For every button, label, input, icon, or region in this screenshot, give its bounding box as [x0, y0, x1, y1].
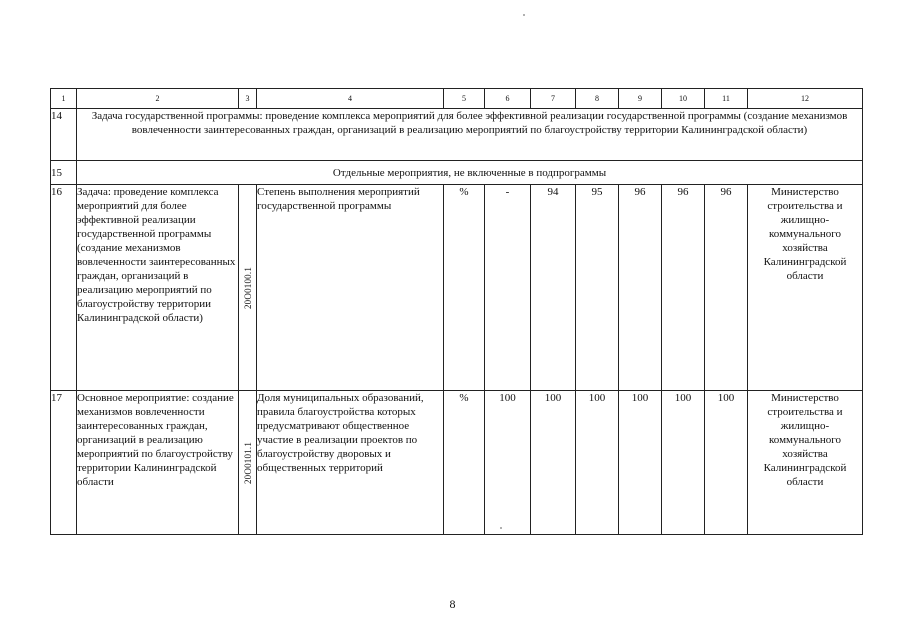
unit-cell: %	[444, 185, 485, 391]
responsible-organization: Министерство строительства и жилищно-коммунального хозяйства Калининградской области	[748, 391, 863, 535]
program-task-text: Задача государственной программы: проведение комплекса мероприятий для более эффективной реализации государственной программы (создание механизмов вовлеченности заинтересованных граждан, организаций в реализацию мероприятий по благоустройству территории Калининградской области)	[77, 109, 863, 161]
unit-cell: %	[444, 391, 485, 535]
value-cell: 96	[705, 185, 748, 391]
value-cell: 95	[576, 185, 619, 391]
value-cell: 96	[662, 185, 705, 391]
value-cell: 94	[531, 185, 576, 391]
row-number: 15	[51, 161, 77, 185]
budget-code-cell	[239, 391, 257, 535]
column-number: 7	[531, 89, 576, 109]
value-cell: 100	[619, 391, 662, 535]
column-number: 1	[51, 89, 77, 109]
table-row-16	[51, 185, 863, 391]
indicator-name: Степень выполнения мероприятий государственной программы	[257, 185, 444, 391]
column-number: 2	[77, 89, 239, 109]
row-number: 14	[51, 109, 77, 161]
budget-code-cell	[239, 185, 257, 391]
column-number: 9	[619, 89, 662, 109]
value-cell: 100	[662, 391, 705, 535]
value-cell: 100	[485, 391, 531, 535]
column-number: 5	[444, 89, 485, 109]
column-number-header-row	[51, 89, 863, 109]
value-cell: 100	[531, 391, 576, 535]
indicators-table	[50, 88, 863, 535]
indicator-name: Доля муниципальных образований, правила благоустройства которых предусматривают общественное участие в реализации проектов по благоустройству дворовых и общественных территорий	[257, 391, 444, 535]
section-heading: Отдельные мероприятия, не включенные в подпрограммы	[77, 161, 863, 185]
column-number: 10	[662, 89, 705, 109]
column-number: 12	[748, 89, 863, 109]
row-number: 16	[51, 185, 77, 391]
responsible-organization: Министерство строительства и жилищно-коммунального хозяйства Калининградской области	[748, 185, 863, 391]
task-description: Основное мероприятие: создание механизмов вовлеченности заинтересованных граждан, организаций в реализацию мероприятий по благоустройству территории Калининградской области	[77, 391, 239, 535]
column-number: 6	[485, 89, 531, 109]
table-row-17	[51, 391, 863, 535]
column-number: 8	[576, 89, 619, 109]
scan-speck	[500, 527, 502, 529]
value-cell: -	[485, 185, 531, 391]
column-number: 4	[257, 89, 444, 109]
page-number: 8	[449, 597, 456, 611]
table-row-15	[51, 161, 863, 185]
scan-speck	[523, 14, 525, 16]
row-number: 17	[51, 391, 77, 535]
task-description: Задача: проведение комплекса мероприятий для более эффективной реализации государственной программы (создание механизмов вовлеченности заинтересованных граждан, организаций в реализацию мероприятий по благоустройству территории Калининградской области)	[77, 185, 239, 391]
column-number: 3	[239, 89, 257, 109]
value-cell: 100	[705, 391, 748, 535]
budget-code: 20О0101.1	[242, 441, 253, 484]
budget-code: 20О0100.1	[242, 266, 253, 309]
value-cell: 96	[619, 185, 662, 391]
table-row-14	[51, 109, 863, 161]
value-cell: 100	[576, 391, 619, 535]
column-number: 11	[705, 89, 748, 109]
